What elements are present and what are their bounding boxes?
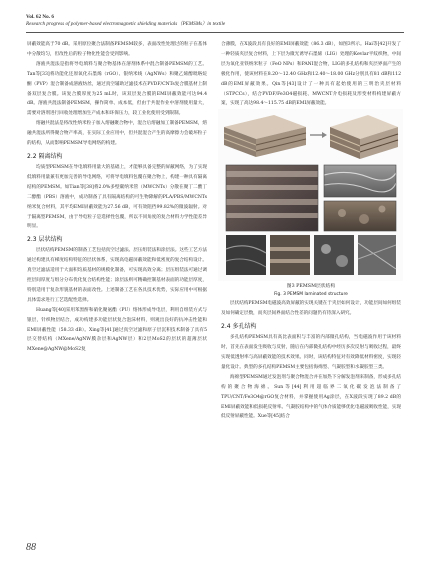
left-column <box>27 40 207 355</box>
paragraph: 层状结构PEMSM的制备工艺包括真空过滤法、层压组装法和涂层法。这些工艺方法通过构建具有梯度结构特征的层状体系，实现高电磁屏蔽效能和低密度的复合结构设计。真空过滤法适用于大面积均质基材的规模化制备，可实现高效分离；层压组装法可通过调控层间厚度与组分分布优化复合结构性能；涂层法则可精确控制基材表面的功能层厚度，特别适用于复杂形貌基材的表面改性。上述制备工艺在各具技术优势，实际应用中可根据具体需求进行工艺选配性选择。 <box>27 248 207 303</box>
paragraph: 多孔结构PEMSM具有高比表面积与丰富的内部微孔结构，当电磁波作用于该材料时，首先在表面发生吸收与反射，随后在内部微孔结构中经历多次反射与吸收过程，最终实现低透射率与高屏蔽效能的技术效果。同时，该结构特征对有效降低材料密度，实现轻量化设计。典型的多孔结构PEMSM主要包括海绵型、气凝胶型和水凝胶型三类。 <box>221 335 401 370</box>
paragraph: 均质型PEMSM在导电填料用量大的基础上，才能够具备完整的屏蔽网络，为了实现低填料用量兼有更加完善的导电网络，可将导电填料包覆在聚合物上，构建一种具有隔离结构的PEMSM。如Tian等[38]将2.0%多壁碳纳米管（MWCNTs）分散在聚丁二酸丁二醇酯（PBS）溶液中，成功制备了具有隔离结构的可生物降解的PLA/PBS/MWCNTs纳米复合材料，其平均EMI屏蔽效能为27.56 dB，可有效阻挡99.82%的微波辐射。对于隔离型PEMSM，由于导电粒子是选择性包覆，所以不同角度的复合材料力学性能差异明显。 <box>27 164 207 230</box>
journal-subtitle: Research progress of polymer-based electromagnetic shielding materials（PEMSMs）in textile <box>26 21 226 27</box>
paragraph: 溶液共混法是指将导电填料与聚合物基体在溶剂体系中混合制备PEMSM的工艺。Tan等[33]将功能化还原氧化石墨烯（rGO）、银纳米线（AgNWs）和聚乙烯醇吡咯烷酮（PVP）混合制备成溶液纺丝，通过真空辅助过滤技术在PVDF/CNTs复合膜基材上制备双层复合膜。该复合膜厚度为25 mL时，该双层复合膜的EMI屏蔽效能可达94.4 dB。溶液共混法制备PEMSM，操作简单、成本低，但由于共混作业中溶剂使用量大，需要对溶剂进行回收处理增加生产成本和环保压力，较工业化使用受到限制。 <box>27 61 207 117</box>
cross-section-image <box>226 165 318 231</box>
sem-image-right-top <box>324 165 396 197</box>
header-rule <box>26 32 404 33</box>
paragraph: 海绵型PEMSM通过发泡剂与聚合物混合并在加热下分解发泡剂来制备，形成多孔结构的聚合物海绵。Sun等[44]利用超临界二氧化碳发泡法制备了TPU/CNT/Fe3O4@rGO复合材料，并掌握使用Ag涂层，在X波段实现了89.2 dB的EMI屏蔽效能和低损耗反射率。气凝胶结构中的气体介质能够优化电磁波吸收性能，实现低反射屏蔽性能。Xue等[45]结合 <box>221 374 401 420</box>
paragraph: 合薄膜，在X波段具有良好的EMI屏蔽效能（86.3 dB），如图3所示。Hai等[42]开发了一种轻质夹层复合材料，上下层为微光诱导石墨烯（LIG）处理的Kevlar平纹织物，中间层为氧化亚铁纳米粒子（FeO NPs）和PANI混合物，LIG的多孔结构和夹层界面产生的极化作用，使该材料在8.20～12.40 GHz和12.40～18.00 GHz分别具有81 dB和112 dB的EMI屏蔽效果。Qin等[43]设计了一种具有起始使用的三明治夹层材料（STPCCs），结合PVDF/Fe3O4磁损耗、MWCNT介电损耗及形变材料构建屏蔽方案，实现了高达98.4～115.75 dB的EMI屏蔽效能。 <box>221 42 401 107</box>
page-number: 88 <box>26 542 36 553</box>
paragraph: Huang等[40]采用苯黑酐和硝化聚氨酯（PU）熔体形成导电层，利用自组装方式与银层，针织物层结合，成功构建多功能层状复合泡沫材料，则观出良好的抗冲击性能和EMI屏蔽性能（58.33 dB）。Xing等[41]通过真空过滤和原子层沉积技术制备了具有5层交替结构（MXene/AgNW膜杂层和AgNW层）和2层MoS2的层状的超薄层状MXene@AgNW@MoS2复 <box>27 307 207 353</box>
section-heading-2-3: 2.3 层状结构 <box>27 236 63 244</box>
paragraph: 屏蔽效能高于70 dB。采用原位聚合法制备PEMSM较多，表面改性处理过的粒子在基体中分散均匀，但改性后的粒子物化性能会受到影响。 <box>27 42 207 57</box>
paragraph: 层状结构PEMSM电磁波高效屏蔽的实现关键在于夹层如何设计，功能层间如何组装及如何确定层数，而夹层间界面结合性差的问题仍有待深入研究。 <box>221 301 401 317</box>
figure-caption-cn: 图3 PEMSM层状结构 <box>286 284 336 290</box>
section-heading-2-4: 2.4 多孔结构 <box>221 323 257 331</box>
right-column <box>221 40 401 422</box>
figure-caption <box>221 283 401 299</box>
figure-3-laminated-structure <box>218 109 403 281</box>
volume-issue: Vol. 62 No. 6 <box>26 14 54 20</box>
paragraph: 熔融共混法是将改性纳米粒子加入熔融聚合物中，混合后熔融加工制备PEMSM，熔融共混法所得聚合物产率高，在实际工业应用中，但共混混合产生的高摩擦力会破坏粒子的结构，从而影响PEMSM导电网络的构建。 <box>27 121 207 147</box>
sem-image-right-bottom <box>324 201 396 231</box>
section-heading-2-2: 2.2 隔离结构 <box>27 152 63 160</box>
laminated-structure-illustration <box>218 109 403 281</box>
running-header <box>26 14 406 28</box>
figure-caption-en: Fig. 3 PEMSM laminated structure <box>274 292 348 298</box>
